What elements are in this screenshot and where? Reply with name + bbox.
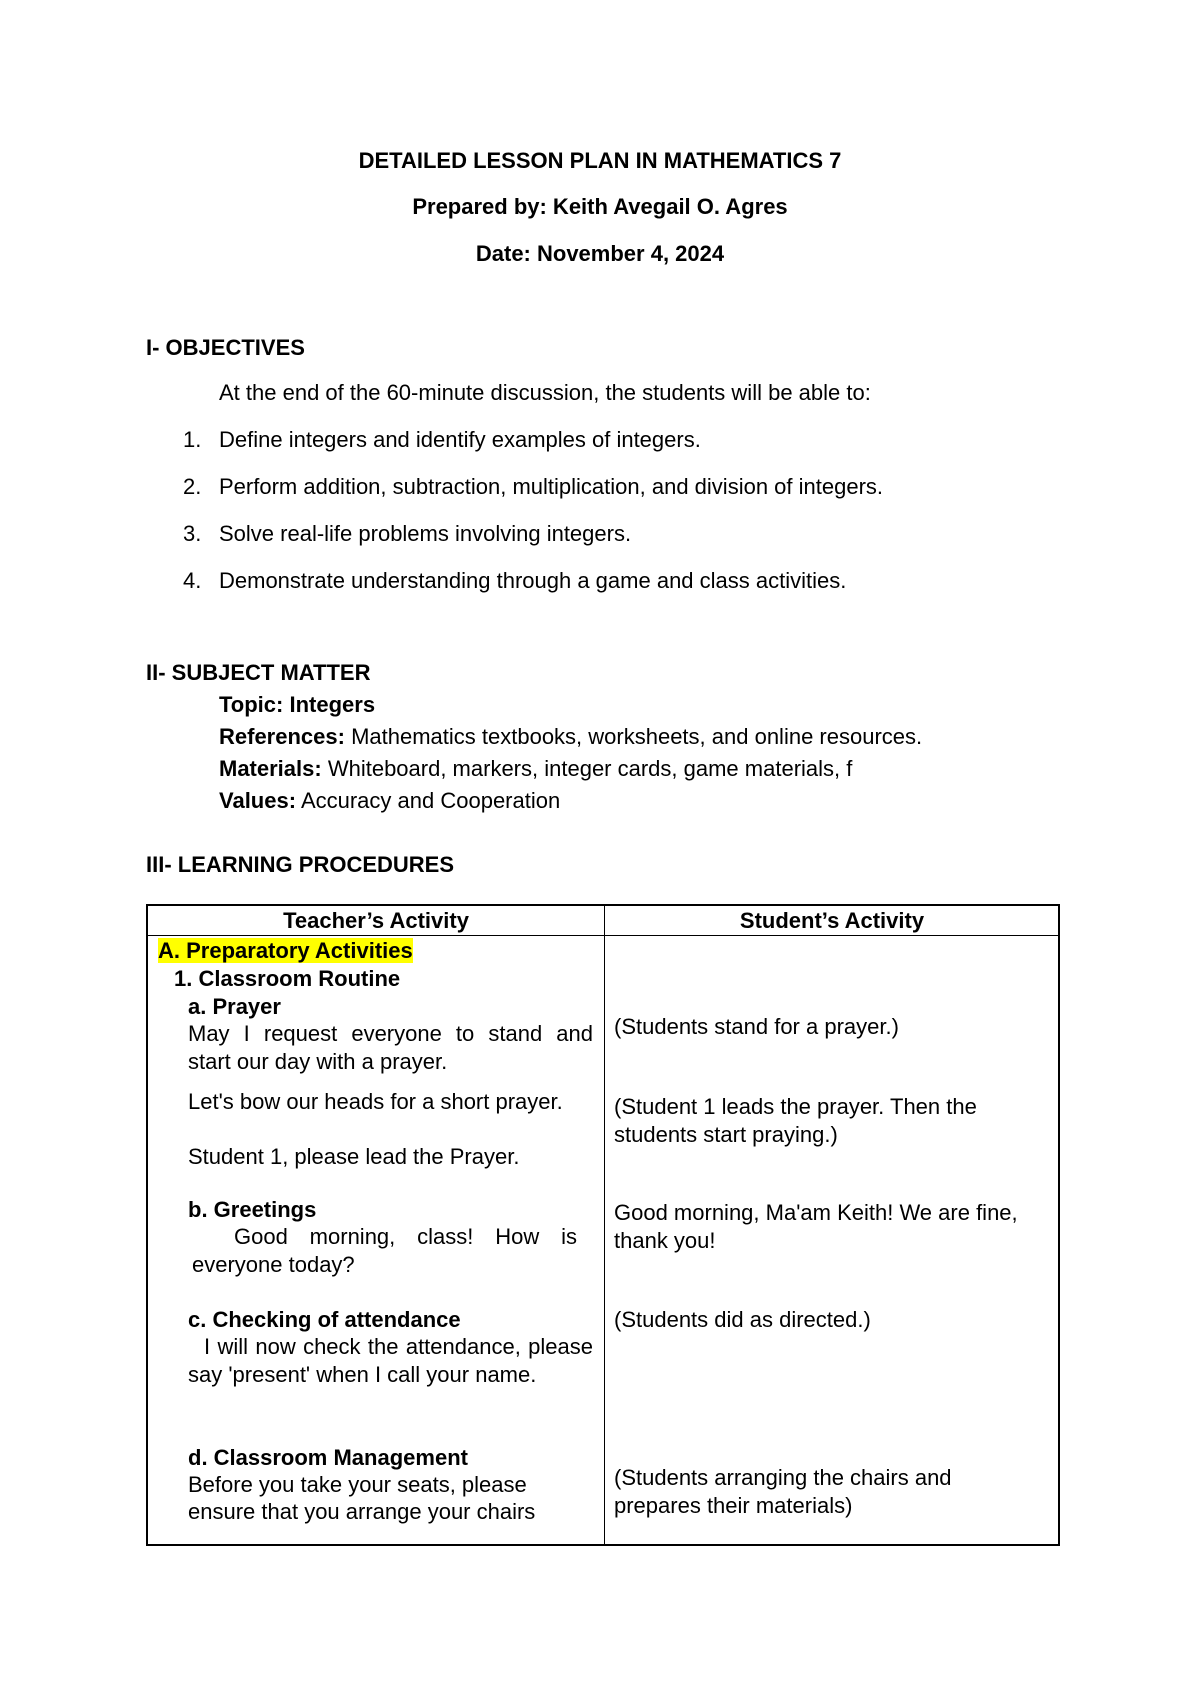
values-line xyxy=(219,788,560,814)
objective-item xyxy=(183,521,631,547)
objective-text: Demonstrate understanding through a game and class activities. xyxy=(219,568,847,593)
date-line: Date: November 4, 2024 xyxy=(475,241,725,266)
procedures-heading: III- LEARNING PROCEDURES xyxy=(146,852,455,877)
objective-text: Define integers and identify examples of integers. xyxy=(219,427,701,452)
classroom-routine-heading: 1. Classroom Routine xyxy=(174,966,401,991)
materials-label: Materials: xyxy=(219,756,322,781)
objective-item xyxy=(183,427,701,453)
prepared-by: Prepared by: Keith Avegail O. Agres xyxy=(412,194,788,219)
prayer-lead-text: Student 1, please lead the Prayer. xyxy=(188,1144,520,1169)
attendance-teacher-text: I will now check the attendance, please say 'present' when I call your name. xyxy=(188,1334,593,1387)
objective-number: 1. xyxy=(183,427,202,452)
objective-item xyxy=(183,568,846,594)
greetings-teacher-text: Good morning, class! How is everyone today? xyxy=(192,1224,577,1277)
objective-number: 2. xyxy=(183,474,202,499)
objective-text: Solve real-life problems involving integers. xyxy=(219,521,632,546)
objective-number: 3. xyxy=(183,521,202,546)
attendance-student-response: (Students did as directed.) xyxy=(614,1307,871,1332)
references-line xyxy=(219,724,922,750)
greetings-heading: b. Greetings xyxy=(188,1197,317,1222)
values-value: Accuracy and Cooperation xyxy=(296,788,561,813)
attendance-heading: c. Checking of attendance xyxy=(188,1307,461,1332)
procedures-table xyxy=(146,904,1060,1546)
column-divider xyxy=(604,906,605,1544)
management-student-response: (Students arranging the chairs and prepares their materials) xyxy=(614,1465,952,1518)
teacher-activity-header: Teacher’s Activity xyxy=(283,908,469,933)
management-heading: d. Classroom Management xyxy=(188,1445,468,1470)
materials-value: Whiteboard, markers, integer cards, game materials, f xyxy=(321,756,853,781)
section-a-heading xyxy=(158,937,413,965)
document-title: DETAILED LESSON PLAN IN MATHEMATICS 7 xyxy=(358,148,842,173)
objectives-heading: I- OBJECTIVES xyxy=(146,335,305,360)
topic-text: Topic: Integers xyxy=(219,692,376,717)
objectives-intro: At the end of the 60-minute discussion, the students will be able to: xyxy=(219,380,871,405)
objective-text: Perform addition, subtraction, multiplication, and division of integers. xyxy=(219,474,884,499)
prayer-lead-student-response: (Student 1 leads the prayer. Then the students start praying.) xyxy=(614,1094,977,1147)
prayer-teacher-text: May I request everyone to stand and start our day with a prayer. xyxy=(188,1021,593,1074)
subject-matter-heading: II- SUBJECT MATTER xyxy=(146,660,371,685)
prayer-heading: a. Prayer xyxy=(188,994,281,1019)
student-activity-header: Student’s Activity xyxy=(739,908,925,933)
references-value: Mathematics textbooks, worksheets, and online resources. xyxy=(344,724,923,749)
greetings-student-response: Good morning, Ma'am Keith! We are fine, thank you! xyxy=(614,1200,1018,1253)
prayer-student-response: (Students stand for a prayer.) xyxy=(614,1014,899,1039)
objective-item xyxy=(183,474,883,500)
header-divider xyxy=(148,935,1058,936)
values-label: Values: xyxy=(219,788,297,813)
management-teacher-text-2: ensure that you arrange your chairs xyxy=(188,1499,536,1524)
objective-number: 4. xyxy=(183,568,202,593)
topic-line xyxy=(219,692,375,718)
references-label: References: xyxy=(219,724,345,749)
prayer-bow-text: Let's bow our heads for a short prayer. xyxy=(188,1089,563,1114)
materials-line xyxy=(219,756,852,782)
section-a-highlight: A. Preparatory Activities xyxy=(158,938,413,963)
management-teacher-text-1: Before you take your seats, please xyxy=(188,1472,527,1497)
